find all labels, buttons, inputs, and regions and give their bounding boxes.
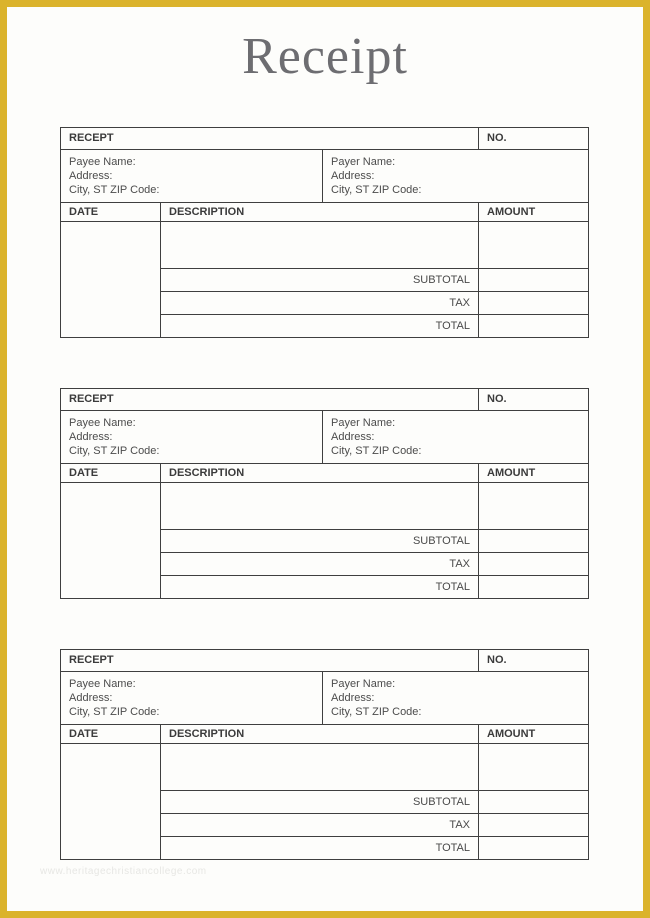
- column-header-date: DATE: [61, 725, 161, 743]
- column-header-amount: AMOUNT: [487, 467, 536, 479]
- payer-city-label: City, ST ZIP Code:: [331, 445, 422, 457]
- tax-amount-cell: [479, 292, 588, 314]
- payer-address-label: Address:: [331, 431, 375, 443]
- subtotal-amount-cell: [479, 530, 588, 552]
- payee-address-label: Address:: [69, 170, 113, 182]
- tax-amount-cell: [479, 553, 588, 575]
- payee-name-label: Payee Name:: [69, 417, 136, 429]
- subtotal-label: SUBTOTAL: [161, 791, 479, 813]
- payer-section: [323, 150, 588, 202]
- payee-address-label: Address:: [69, 692, 113, 704]
- tax-amount-cell: [479, 814, 588, 836]
- tax-label: TAX: [161, 814, 479, 836]
- payee-name-label: Payee Name:: [69, 678, 136, 690]
- payer-name-label: Payer Name:: [331, 678, 396, 690]
- payee-city-label: City, ST ZIP Code:: [69, 706, 160, 718]
- tax-label: TAX: [161, 292, 479, 314]
- date-entry-cell: [61, 222, 161, 337]
- column-header-description: DESCRIPTION: [161, 464, 479, 482]
- subtotal-amount-cell: [479, 791, 588, 813]
- payee-section: [61, 411, 323, 463]
- subtotal-label: SUBTOTAL: [161, 269, 479, 291]
- column-header-date: DATE: [61, 464, 161, 482]
- date-entry-cell: [61, 744, 161, 859]
- payee-city-label: City, ST ZIP Code:: [69, 445, 160, 457]
- total-amount-cell: [479, 576, 588, 598]
- description-entry-cell: [161, 744, 479, 790]
- payer-city-label: City, ST ZIP Code:: [331, 184, 422, 196]
- receipt-block-3: [60, 649, 589, 860]
- column-header-amount: AMOUNT: [487, 206, 536, 218]
- watermark-url: www.heritagechristiancollege.com: [40, 866, 207, 877]
- page-title: Receipt: [242, 28, 408, 85]
- total-amount-cell: [479, 315, 588, 337]
- payer-address-label: Address:: [331, 692, 375, 704]
- receipt-header-label: RECEPT: [61, 128, 479, 149]
- amount-entry-cell: [479, 744, 588, 790]
- total-label: TOTAL: [161, 315, 479, 337]
- total-label: TOTAL: [161, 576, 479, 598]
- payee-address-label: Address:: [69, 431, 113, 443]
- receipt-no-label: NO.: [487, 654, 507, 666]
- date-entry-cell: [61, 483, 161, 598]
- subtotal-amount-cell: [479, 269, 588, 291]
- total-label: TOTAL: [161, 837, 479, 859]
- amount-entry-cell: [479, 222, 588, 268]
- receipt-block-1: [60, 127, 589, 338]
- receipt-no-label: NO.: [487, 393, 507, 405]
- amount-entry-cell: [479, 483, 588, 529]
- column-header-description: DESCRIPTION: [161, 725, 479, 743]
- receipt-block-2: [60, 388, 589, 599]
- payee-section: [61, 150, 323, 202]
- payer-name-label: Payer Name:: [331, 417, 396, 429]
- payer-section: [323, 672, 588, 724]
- payer-section: [323, 411, 588, 463]
- subtotal-label: SUBTOTAL: [161, 530, 479, 552]
- payee-section: [61, 672, 323, 724]
- payee-name-label: Payee Name:: [69, 156, 136, 168]
- total-amount-cell: [479, 837, 588, 859]
- payer-address-label: Address:: [331, 170, 375, 182]
- receipt-no-label: NO.: [487, 132, 507, 144]
- payer-name-label: Payer Name:: [331, 156, 396, 168]
- payer-city-label: City, ST ZIP Code:: [331, 706, 422, 718]
- column-header-description: DESCRIPTION: [161, 203, 479, 221]
- receipt-header-label: RECEPT: [61, 650, 479, 671]
- payee-city-label: City, ST ZIP Code:: [69, 184, 160, 196]
- description-entry-cell: [161, 222, 479, 268]
- tax-label: TAX: [161, 553, 479, 575]
- description-entry-cell: [161, 483, 479, 529]
- receipt-header-label: RECEPT: [61, 389, 479, 410]
- column-header-date: DATE: [61, 203, 161, 221]
- column-header-amount: AMOUNT: [487, 728, 536, 740]
